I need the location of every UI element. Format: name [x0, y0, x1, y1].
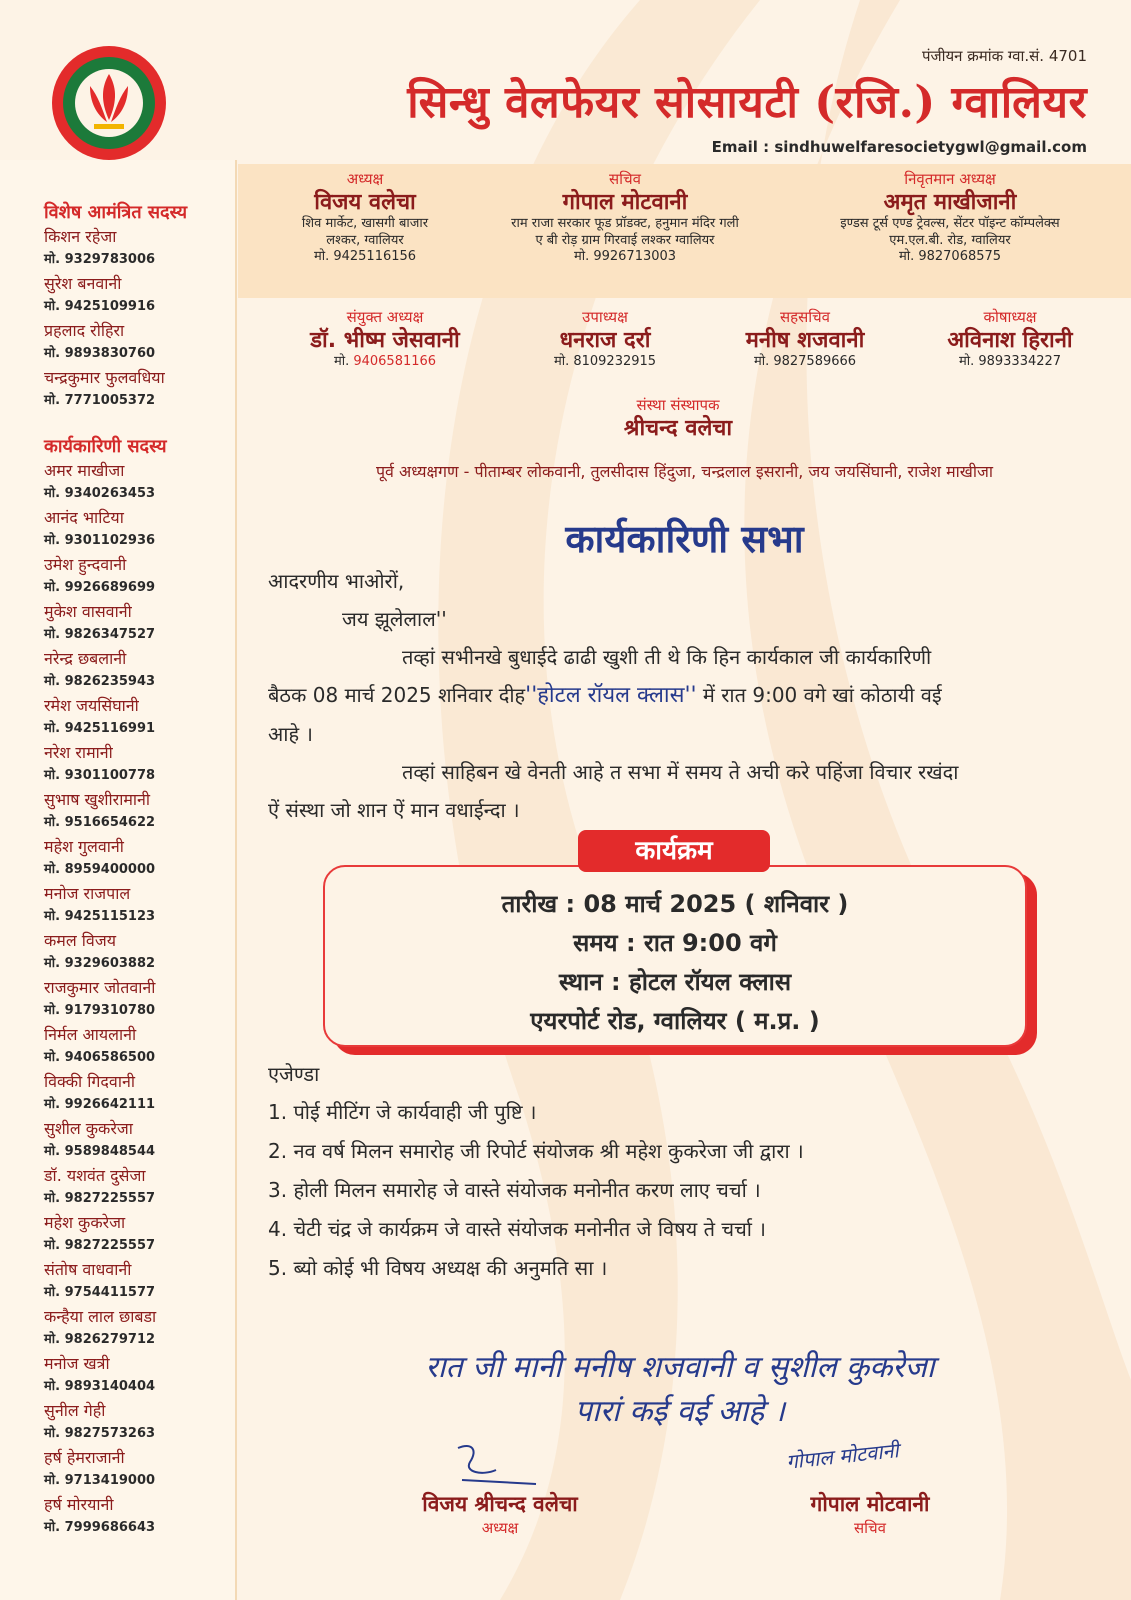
agenda-item: 1. पोई मीटिंग जे कार्यवाही जी पुष्टि । [268, 1100, 537, 1124]
member-name: सुभाष खुशीरामानी [44, 790, 151, 809]
officer-mobile: मो. 9827068575 [898, 248, 1002, 264]
meeting-title: कार्यकारिणी सभा [565, 516, 804, 561]
member-mobile: मो. 9329783006 [44, 252, 156, 267]
member-mobile: मो. 9179310780 [44, 1003, 156, 1018]
mobile-number: 9893334227 [978, 354, 1062, 370]
mobile-number: 9827589666 [773, 354, 857, 370]
member-mobile: मो. 9516654622 [44, 815, 156, 830]
program-date: तारीख : 08 मार्च 2025 ( शनिवार ) [501, 890, 849, 918]
member-mobile: मो. 9926642111 [44, 1097, 156, 1112]
officer-name: अमृत माखीजानी [883, 189, 1017, 215]
officer-address: ए बी रोड़ ग्राम गिरवाई लश्कर ग्वालियर [535, 232, 715, 248]
member-mobile: मो. 9827225557 [44, 1238, 156, 1253]
exec-members-list [44, 460, 234, 1541]
officer-name: विजय वलेचा [314, 189, 416, 215]
special-members-list [44, 226, 234, 414]
member-name: राजकुमार जोतवानी [44, 978, 156, 997]
program-address: एयरपोर्ट रोड, ग्वालियर ( म.प्र. ) [530, 1007, 820, 1035]
officer-joint-president [280, 308, 490, 371]
member-name: विक्की गिदवानी [44, 1072, 135, 1091]
para1-line1: तव्हां सभीनखे बुधाईदे ढाढी खुशी ती थे कि हिन कार्यकाल जी कार्यकारिणी [402, 645, 932, 669]
officer-name: अविनाश हिरानी [947, 327, 1073, 353]
officer-role: सचिव [609, 170, 641, 188]
officer-address: शिव मार्केट, खासगी बाजार [301, 216, 429, 232]
officer-address: लश्कर, ग्वालियर [326, 232, 404, 248]
founder [538, 396, 818, 442]
agenda [268, 1060, 1108, 1288]
member-name: मनोज राजपाल [44, 884, 131, 903]
officer-address: एम.एल.बी. रोड, ग्वालियर [889, 232, 1011, 248]
member-name: चन्द्रकुमार फुलवधिया [44, 368, 165, 387]
member-mobile: मो. 8959400000 [44, 862, 156, 877]
society-logo [50, 44, 168, 162]
member-mobile: मो. 9926689699 [44, 580, 156, 595]
member-name: सुरेश बनवानी [44, 274, 122, 293]
mobile-prefix: मो. [753, 354, 774, 370]
mobile-prefix: मो. [958, 354, 979, 370]
member-mobile: मो. 9826235943 [44, 674, 156, 689]
greeting: जय झूलेलाल'' [342, 607, 447, 631]
member-mobile: मो. 7771005372 [44, 393, 156, 408]
closing-line2: पारां कई वई आहे । [574, 1394, 786, 1429]
sidebar-members [44, 200, 234, 1541]
para2-line2: ऐं संस्था जो शान ऐं मान वधाईन्दा । [268, 798, 520, 822]
member-mobile: मो. 9301100778 [44, 768, 156, 783]
member-mobile: मो. 9826347527 [44, 627, 156, 642]
member-name: रमेश जयसिंघानी [44, 696, 139, 715]
mobile-prefix: मो. [553, 354, 574, 370]
secretary-handwritten-signature: गोपाल मोटवानी [785, 1438, 900, 1474]
para1-line3: आहे । [268, 722, 313, 746]
officer-role: सहसचिव [780, 308, 830, 326]
member-mobile: मो. 9340263453 [44, 486, 156, 501]
program-label: कार्यक्रम [578, 830, 770, 872]
member-name: नरेश रामानी [44, 743, 113, 762]
signatory-role: सचिव [854, 1519, 886, 1537]
member-name: महेश गुलवानी [44, 837, 124, 856]
organization-name: सिन्धु वेलफेयर सोसायटी (रजि.) ग्वालियर [407, 77, 1087, 128]
member-name: संतोष वाधवानी [44, 1260, 132, 1279]
officer-role: कोषाध्यक्ष [983, 308, 1037, 326]
member-name: हर्ष मोरयानी [44, 1495, 114, 1514]
member-mobile: मो. 9893140404 [44, 1379, 156, 1394]
email-address[interactable]: Email : sindhuwelfaresocietygwl@gmail.com [711, 138, 1087, 156]
officer-role: उपाध्यक्ष [582, 308, 628, 326]
agenda-heading: एजेण्डा [268, 1062, 320, 1086]
member-name: महेश कुकरेजा [44, 1213, 126, 1232]
agenda-item: 3. होली मिलन समारोह जे वास्ते संयोजक मनोनीत करण लाए चर्चा । [268, 1178, 761, 1202]
member-mobile: मो. 9754411577 [44, 1285, 156, 1300]
officer-joint-secretary [715, 308, 895, 371]
member-mobile: मो. 9329603882 [44, 956, 156, 971]
officer-mobile [510, 354, 700, 370]
member-mobile: मो. 9425115123 [44, 909, 156, 924]
signatory-name: गोपाल मोटवानी [810, 1492, 930, 1516]
president-signature [390, 1490, 610, 1538]
letter-body [268, 562, 1078, 829]
officer-president [270, 170, 460, 265]
venue-highlight: ''होटल रॉयल क्लास'' [525, 683, 697, 708]
agenda-item: 4. चेटी चंद्र जे कार्यक्रम जे वास्ते संयोजक मनोनीत जे विषय ते चर्चा । [268, 1217, 766, 1241]
para2-line1: तव्हां साहिबन खे वेनती आहे त सभा में समय ते अची करे पहिंजा विचार रखंदा [402, 760, 959, 784]
officer-former-president [800, 170, 1100, 265]
member-name: निर्मल आयलानी [44, 1025, 137, 1044]
program-time: समय : रात 9:00 वगे [573, 929, 777, 957]
member-mobile: मो. 9589848544 [44, 1144, 156, 1159]
member-name: अमर माखीजा [44, 461, 125, 480]
officer-secretary [475, 170, 775, 265]
officer-vice-president [510, 308, 700, 371]
member-name: कन्हैया लाल छाबडा [44, 1307, 157, 1326]
member-mobile: मो. 9406586500 [44, 1050, 156, 1065]
special-members-heading: विशेष आमंत्रित सदस्य [44, 202, 188, 223]
member-mobile: मो. 9425109916 [44, 299, 156, 314]
mobile-prefix: मो. [333, 354, 354, 370]
para1-line2 [268, 676, 1078, 715]
member-mobile: मो. 9827225557 [44, 1191, 156, 1206]
program-place: स्थान : होटल रॉयल क्लास [558, 968, 792, 996]
officer-name: डॉ. भीष्म जेसवानी [310, 327, 460, 353]
closing-note [360, 1346, 1000, 1434]
former-presidents: पूर्व अध्यक्षगण - पीताम्बर लोकवानी, तुलसीदास हिंदुजा, चन्द्रलाल इसरानी, जय जयसिंघानी, राजेश माखीजा [375, 462, 994, 481]
officer-mobile: मो. 9926713003 [573, 248, 677, 264]
member-mobile: मो. 9425116991 [44, 721, 156, 736]
member-name: मुकेश वासवानी [44, 602, 132, 621]
president-signature-mark [452, 1440, 542, 1490]
founder-role: संस्था संस्थापक [636, 396, 720, 414]
exec-members-heading: कार्यकारिणी सदस्य [44, 436, 167, 457]
officer-name: गोपाल मोटवानी [562, 189, 688, 215]
para1-text-b: में रात 9:00 वगे खां कोठायी वई [696, 683, 942, 707]
officer-mobile: मो. 9425116156 [313, 248, 417, 264]
signatory-role: अध्यक्ष [481, 1519, 519, 1537]
officer-role: संयुक्त अध्यक्ष [346, 308, 424, 326]
member-mobile: मो. 9301102936 [44, 533, 156, 548]
member-mobile: मो. 7999686643 [44, 1520, 156, 1535]
signatory-name: विजय श्रीचन्द वलेचा [422, 1492, 578, 1516]
officer-treasurer [920, 308, 1100, 371]
registration-number: पंजीयन क्रमांक ग्वा.सं. 4701 [921, 47, 1087, 65]
member-mobile: मो. 9826279712 [44, 1332, 156, 1347]
member-name: आनंद भाटिया [44, 508, 124, 527]
founder-name: श्रीचन्द वलेचा [623, 415, 733, 441]
officer-role: निवृतमान अध्यक्ष [904, 170, 996, 188]
member-name: प्रहलाद रोहिरा [44, 321, 125, 340]
mobile-number: 9406581166 [353, 354, 437, 370]
member-name: मनोज खत्री [44, 1354, 110, 1373]
member-name: उमेश हुन्दवानी [44, 555, 127, 574]
agenda-item: 2. नव वर्ष मिलन समारोह जी रिपोर्ट संयोजक श्री महेश कुकरेजा जी द्वारा । [268, 1139, 804, 1163]
officer-role: अध्यक्ष [346, 170, 384, 188]
member-name: डॉ. यशवंत दुसेजा [44, 1166, 146, 1185]
member-name: कमल विजय [44, 931, 116, 950]
member-name: नरेन्द्र छबलानी [44, 649, 127, 668]
member-name: सुशील कुकरेजा [44, 1119, 133, 1138]
mobile-number: 8109232915 [573, 354, 657, 370]
salutation: आदरणीय भाओरों, [268, 569, 405, 593]
officer-name: धनराज दर्रा [559, 327, 651, 353]
officer-mobile [715, 354, 895, 370]
agenda-item: 5. ब्यो कोई भी विषय अध्यक्ष की अनुमति सा । [268, 1256, 608, 1280]
officer-mobile [280, 354, 490, 370]
member-name: किशन रहेजा [44, 227, 117, 246]
secretary-signature [770, 1490, 970, 1538]
officer-name: मनीष शजवानी [745, 327, 865, 353]
member-name: हर्ष हेमराजानी [44, 1448, 125, 1467]
member-name: सुनील गेही [44, 1401, 106, 1420]
closing-line1: रात जी मानी मनीष शजवानी व सुशील कुकरेजा [425, 1350, 935, 1385]
para1-text-a: बैठक 08 मार्च 2025 शनिवार दीह [268, 683, 526, 707]
officer-mobile [920, 354, 1100, 370]
member-mobile: मो. 9893830760 [44, 346, 156, 361]
officer-address: इण्डस टूर्स एण्ड ट्रेवल्स, सेंटर पॉइन्ट कॉम्पलेक्स [840, 216, 1060, 232]
member-mobile: मो. 9827573263 [44, 1426, 156, 1441]
officer-address: राम राजा सरकार फूड प्रॉडक्ट, हनुमान मंदिर गली [511, 216, 739, 232]
member-mobile: मो. 9713419000 [44, 1473, 156, 1488]
